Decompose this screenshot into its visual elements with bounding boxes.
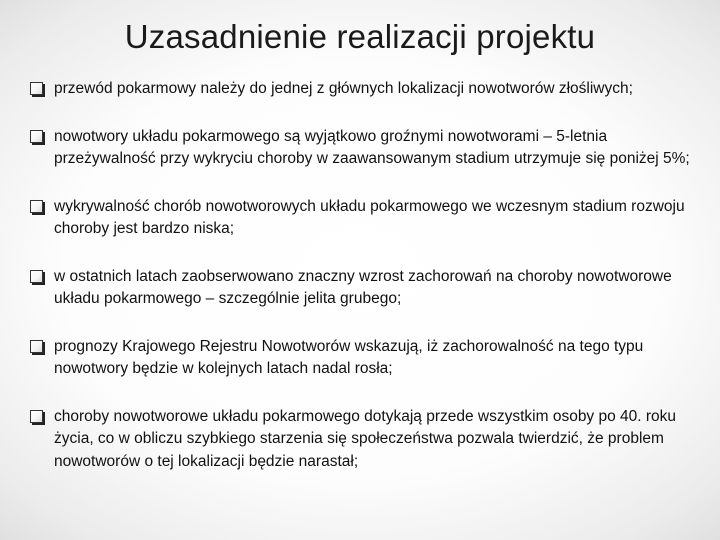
checkbox-bullet-icon <box>30 130 43 143</box>
bullet-text: w ostatnich latach zaobserwowano znaczny wzrost zachorowań na choroby nowotworowe układu pokarmowego – szczególnie jelita grubego; <box>54 267 672 307</box>
checkbox-bullet-icon <box>30 410 43 423</box>
checkbox-bullet-icon <box>30 200 43 213</box>
bullet-text: wykrywalność chorób nowotworowych układu pokarmowego we wczesnym stadium rozwoju choroby jest bardzo niska; <box>54 197 685 237</box>
bullet-text: przewód pokarmowy należy do jednej z głównych lokalizacji nowotworów złośliwych; <box>54 80 633 97</box>
bullet-list <box>30 78 700 473</box>
bullet-item <box>30 266 700 311</box>
bullet-item <box>30 196 700 241</box>
bullet-item <box>30 126 700 171</box>
checkbox-bullet-icon <box>30 340 43 353</box>
bullet-item <box>30 406 700 474</box>
slide-title: Uzasadnienie realizacji projektu <box>124 18 596 55</box>
bullet-text: choroby nowotworowe układu pokarmowego dotykają przede wszystkim osoby po 40. roku życia, co w obliczu szybkiego starzenia się społeczeństwa pozwala twierdzić, że problem nowotworów o tej lokalizacji będzie narastał; <box>54 407 677 470</box>
checkbox-bullet-icon <box>30 270 43 283</box>
bullet-item <box>30 78 700 101</box>
bullet-text: nowotwory układu pokarmowego są wyjątkowo groźnymi nowotworami – 5-letnia przeżywalność przy wykryciu choroby w zaawansowanym stadium utrzymuje się poniżej 5%; <box>54 127 690 167</box>
bullet-text: prognozy Krajowego Rejestru Nowotworów wskazują, iż zachorowalność na tego typu nowotwory będzie w kolejnych latach nadal rosła; <box>54 337 644 377</box>
checkbox-bullet-icon <box>30 82 43 95</box>
bullet-item <box>30 336 700 381</box>
